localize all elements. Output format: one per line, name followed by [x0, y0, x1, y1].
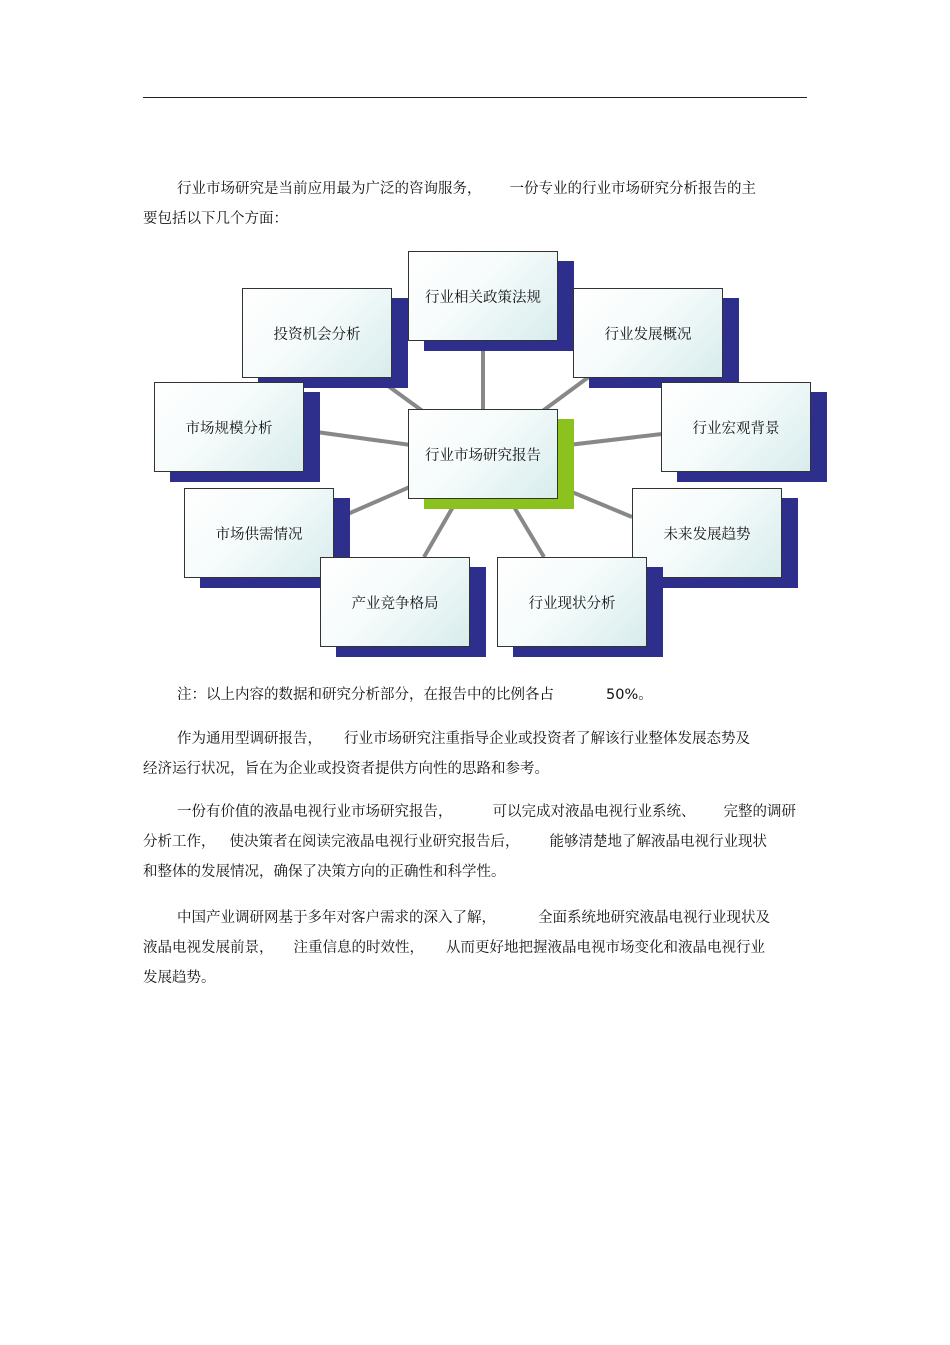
paragraph-text: 一份有价值的液晶电视行业市场研究报告，	[177, 804, 453, 820]
diagram-node-overview	[573, 288, 723, 378]
node-label: 市场规模分析	[154, 382, 304, 472]
node-label: 未来发展趋势	[632, 488, 782, 578]
paragraph-general-report	[143, 724, 750, 784]
node-label: 投资机会分析	[242, 288, 392, 378]
paragraph-line: 和整体的发展情况，确保了决策方向的正确性和科学性。	[143, 864, 506, 880]
paragraph-text: 使决策者在阅读完液晶电视行业研究报告后，	[229, 834, 520, 850]
paragraph-line: 经济运行状况，旨在为企业或投资者提供方向性的思路和参考。	[143, 761, 549, 777]
paragraph-text: 行业市场研究注重指导企业或投资者了解该行业整体发展态势及	[344, 731, 750, 747]
diagram-node-policy	[408, 251, 558, 341]
paragraph-text: 完整的调研	[723, 804, 796, 820]
diagram-node-future	[632, 488, 782, 578]
paragraph-text: 能够清楚地了解液晶电视行业现状	[549, 834, 767, 850]
paragraph-line	[143, 724, 750, 754]
paragraph-text: 中国产业调研网基于多年对客户需求的深入了解，	[177, 910, 496, 926]
node-label: 行业宏观背景	[661, 382, 811, 472]
intro-line-2: 要包括以下几个方面：	[143, 211, 288, 227]
intro-text: 一份专业的行业市场研究分析报告的主	[509, 181, 756, 197]
note-percent: 50%。	[606, 687, 653, 703]
node-label: 行业市场研究报告	[408, 409, 558, 499]
node-label: 行业现状分析	[497, 557, 647, 647]
diagram-node-macro	[661, 382, 811, 472]
paragraph-text: 可以完成对液晶电视行业系统、	[492, 804, 696, 820]
paragraph-china-research	[143, 903, 770, 993]
header-rule	[143, 97, 807, 98]
intro-paragraph	[143, 174, 756, 234]
paragraph-line	[143, 797, 796, 827]
paragraph-line	[143, 903, 770, 933]
node-label: 行业相关政策法规	[408, 251, 558, 341]
paragraph-line	[143, 933, 770, 963]
paragraph-text: 作为通用型调研报告，	[177, 731, 322, 747]
paragraph-text: 从而更好地把握液晶电视市场变化和液晶电视行业	[446, 940, 765, 956]
node-label: 行业发展概况	[573, 288, 723, 378]
diagram-node-investment	[242, 288, 392, 378]
paragraph-line: 发展趋势。	[143, 970, 216, 986]
note-line	[143, 680, 653, 710]
paragraph-text: 注重信息的时效性，	[293, 940, 424, 956]
node-label: 产业竞争格局	[320, 557, 470, 647]
intro-line-1	[143, 174, 756, 204]
intro-text: 行业市场研究是当前应用最为广泛的咨询服务，	[177, 181, 482, 197]
paragraph-line	[143, 827, 796, 857]
note-paragraph	[143, 680, 653, 710]
node-label: 市场供需情况	[184, 488, 334, 578]
paragraph-text: 全面系统地研究液晶电视行业现状及	[538, 910, 770, 926]
diagram-node-scale	[154, 382, 304, 472]
diagram-node-status	[497, 557, 647, 647]
diagram-center-node	[408, 409, 558, 499]
paragraph-text: 分析工作，	[143, 834, 216, 850]
note-text: 注：以上内容的数据和研究分析部分，在报告中的比例各占	[177, 687, 554, 703]
paragraph-text: 液晶电视发展前景，	[143, 940, 274, 956]
diagram-node-competition	[320, 557, 470, 647]
diagram-node-supply	[184, 488, 334, 578]
paragraph-valuable-report	[143, 797, 796, 887]
